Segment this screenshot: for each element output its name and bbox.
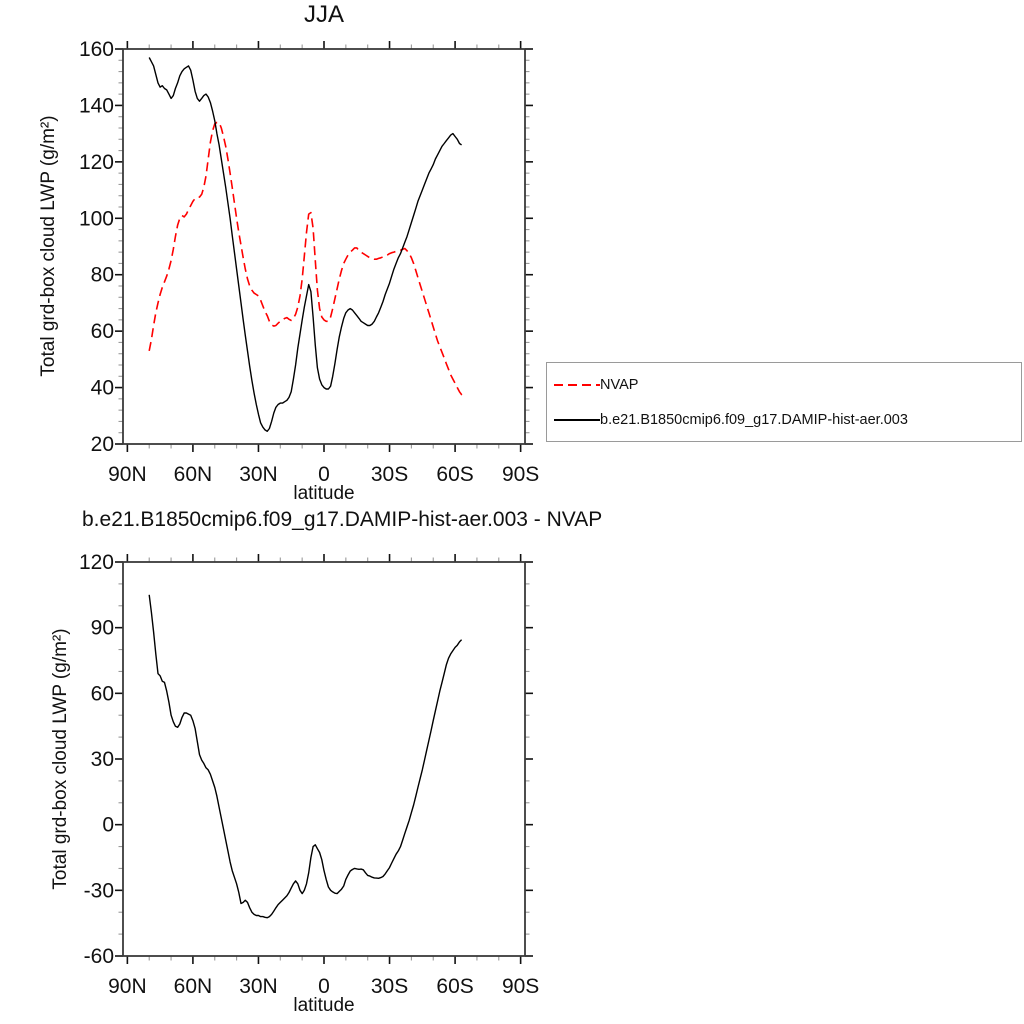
svg-text:20: 20 [90, 433, 114, 456]
difference-chart-y-axis-title: Total grd-box cloud LWP (g/m²) [50, 628, 71, 890]
svg-text:80: 80 [90, 263, 114, 287]
svg-text:60N: 60N [173, 463, 213, 486]
svg-text:90S: 90S [501, 975, 540, 998]
top-chart-x-axis-title: latitude [293, 483, 355, 504]
difference-chart-title: b.e21.B1850cmip6.f09_g17.DAMIP-hist-aer.003 - NVAP [82, 508, 603, 531]
top-chart-title: JJA [303, 1, 344, 28]
svg-text:60: 60 [90, 682, 114, 706]
svg-text:160: 160 [78, 38, 114, 61]
svg-text:0: 0 [102, 813, 114, 837]
svg-text:30: 30 [90, 748, 114, 771]
svg-text:30N: 30N [239, 463, 278, 486]
top-chart-y-axis-title: Total grd-box cloud LWP (g/m²) [38, 115, 59, 377]
svg-text:90: 90 [90, 616, 114, 640]
svg-text:90N: 90N [108, 463, 147, 486]
svg-text:90S: 90S [501, 463, 540, 486]
svg-text:0: 0 [318, 463, 330, 486]
difference-chart-x-axis-title: latitude [293, 995, 355, 1016]
svg-text:30N: 30N [239, 975, 278, 998]
svg-text:30S: 30S [370, 463, 409, 486]
svg-text:-60: -60 [83, 945, 114, 968]
legend-entry-nvap [554, 377, 1021, 393]
svg-text:120: 120 [78, 150, 114, 174]
model-solid-line-sample [554, 419, 600, 421]
svg-text:90N: 90N [108, 975, 147, 998]
svg-text:-30: -30 [83, 879, 114, 903]
legend-label-nvap: NVAP [600, 376, 639, 393]
svg-text:0: 0 [318, 975, 330, 998]
svg-text:120: 120 [78, 551, 114, 574]
legend-entry-model [554, 412, 1021, 428]
svg-text:30S: 30S [370, 975, 409, 998]
svg-text:60: 60 [90, 320, 114, 344]
svg-text:100: 100 [78, 207, 114, 231]
nvap-dashed-line-sample [554, 384, 600, 386]
legend-box [546, 362, 1022, 442]
legend-label-model: b.e21.B1850cmip6.f09_g17.DAMIP-hist-aer.003 [600, 411, 908, 428]
svg-text:60S: 60S [436, 975, 474, 998]
svg-text:140: 140 [78, 94, 114, 118]
svg-text:60S: 60S [436, 463, 474, 486]
svg-text:40: 40 [90, 376, 114, 400]
svg-text:60N: 60N [173, 975, 213, 998]
